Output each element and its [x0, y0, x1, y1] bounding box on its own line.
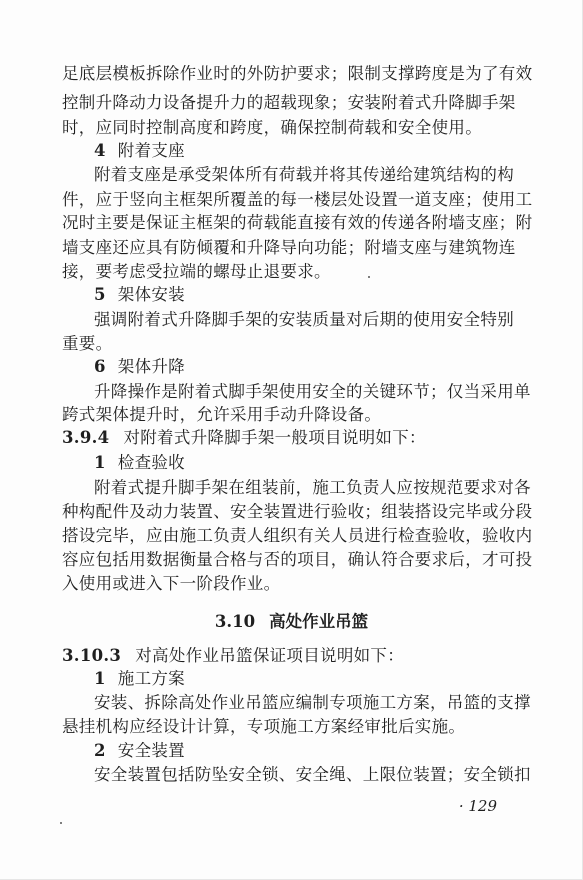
- item-number: 4: [94, 141, 106, 160]
- text-line: 墙支座还应具有防倾覆和升降导向功能；附墙支座与建筑物连: [62, 238, 516, 257]
- item-number: 5: [94, 285, 106, 304]
- item-number: 1: [94, 453, 106, 472]
- text-line: 附着式提升脚手架在组装前，施工负责人应按规范要求对各: [94, 478, 531, 497]
- item-title: 架体安装: [117, 285, 185, 304]
- text-line: 时，应同时控制高度和跨度，确保控制荷载和安全使用。: [62, 118, 482, 137]
- text-line: 安装、拆除高处作业吊篮应编制专项施工方案，吊篮的支撑: [94, 693, 531, 712]
- text-line: 附着支座是承受架体所有荷载并将其传递给建筑结构的构: [94, 165, 514, 184]
- section-text: 对附着式升降脚手架一般项目说明如下：: [123, 428, 426, 447]
- text-line: 跨式架体提升时，允许采用手动升降设备。: [62, 405, 382, 424]
- text-line: 入使用或进入下一阶段作业。: [62, 574, 281, 593]
- text-line: 接，要考虑受拉端的螺母止退要求。: [62, 262, 331, 281]
- section-text: 对高处作业吊篮保证项目说明如下：: [135, 646, 405, 665]
- text-line: 安全装置包括防坠安全锁、安全绳、上限位装置；安全锁扣: [94, 765, 531, 784]
- text-line: 容应包括用数据衡量合格与否的项目，确认符合要求后，才可投: [62, 550, 533, 569]
- section-number: 3.9.4: [62, 428, 110, 447]
- text-line: 足底层模板拆除作业时的外防护要求；限制支撑跨度是为了有效: [62, 64, 533, 83]
- page-number: · 129: [458, 797, 497, 815]
- item-title: 架体升降: [117, 357, 185, 376]
- item-title: 施工方案: [117, 669, 185, 688]
- text-line: 悬挂机构应经设计计算，专项施工方案经审批后实施。: [62, 717, 466, 736]
- text-line: 升降操作是附着式脚手架使用安全的关键环节；仅当采用单: [94, 382, 531, 401]
- text-line: 控制升降动力设备提升力的超载现象；安装附着式升降脚手架: [62, 93, 516, 112]
- text-line: 种构配件及动力装置、安全装置进行验收；组装搭设完毕或分段: [62, 502, 533, 521]
- text-line: 强调附着式升降脚手架的安装质量对后期的使用安全特别: [94, 310, 514, 329]
- item-title: 安全装置: [117, 741, 185, 760]
- section-number: 3.10.3: [62, 646, 122, 665]
- text-line: 搭设完毕，应由施工负责人组织有关人员进行检查验收，验收内: [62, 526, 533, 545]
- text-line: 重要。: [62, 334, 113, 353]
- item-number: 2: [94, 741, 106, 760]
- item-number: 6: [94, 357, 106, 376]
- item-number: 1: [94, 669, 106, 688]
- text-line: 况时主要是保证主框架的荷载能直接有效的传递各附墙支座；附: [62, 213, 533, 232]
- chapter-number: 3.10: [214, 612, 256, 631]
- item-title: 附着支座: [117, 141, 185, 160]
- item-title: 检查验收: [117, 453, 185, 472]
- text-line: 件，应于竖向主框架所覆盖的每一楼层处设置一道支座；使用工: [62, 190, 533, 209]
- chapter-title: 高处作业吊篮: [269, 612, 369, 631]
